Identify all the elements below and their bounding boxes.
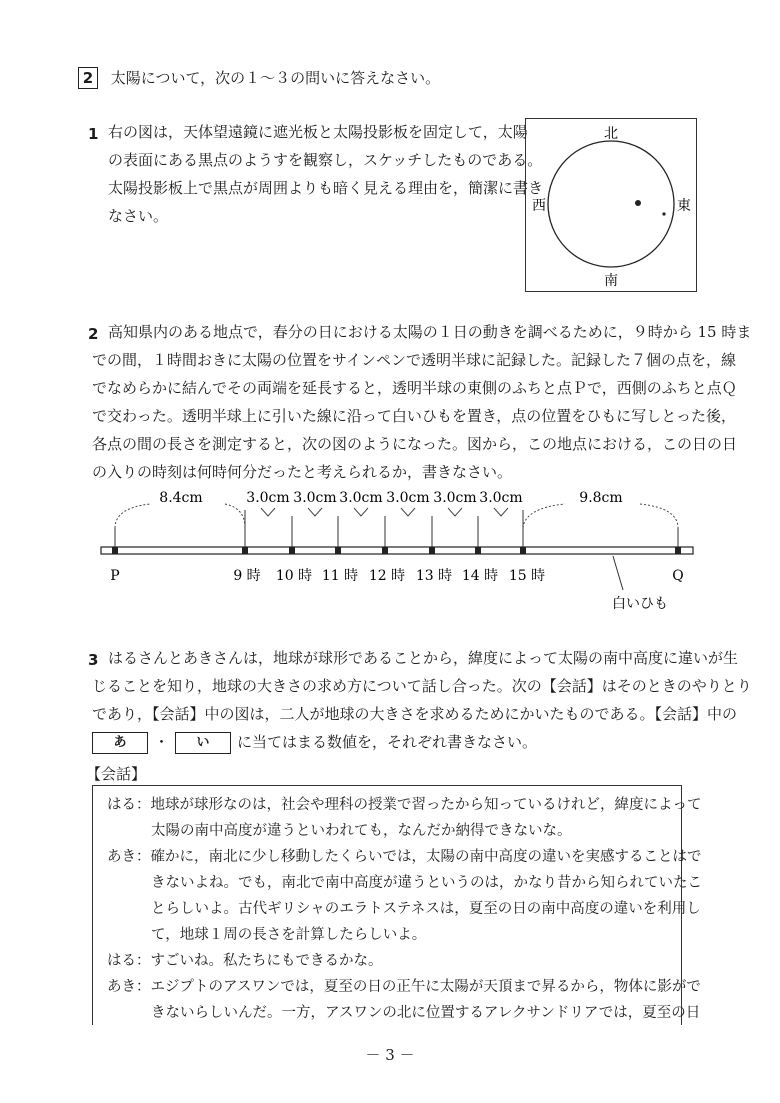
white-string: [101, 547, 693, 554]
conversation-line: はる：地球が球形なのは，社会や理科の授業で習ったから知っているけれど，緯度によって: [107, 797, 702, 813]
conversation-line: はる：すごいね。私たちにもできるかな。: [107, 953, 383, 969]
section-instruction: 太陽について，次の１～３の問いに答えなさい。: [110, 69, 441, 87]
time-label: 12 時: [368, 568, 406, 584]
q2-line: でなめらかに結んでその両端を延長すると，透明半球の東側のふちと点Ｐで，西側のふちと点Ｑ: [92, 379, 737, 397]
point-q-label: Q: [672, 568, 684, 584]
label-left-distance: 8.4cm: [159, 490, 203, 506]
sunspot-figure: [525, 118, 697, 292]
q3-text: [92, 644, 752, 756]
label-right-distance: 9.8cm: [579, 490, 623, 506]
conversation-line: あき：確かに，南北に少し移動したくらいでは，太陽の南中高度の違いを実感することはで: [107, 849, 702, 865]
q2-text: [92, 318, 752, 486]
gap-label: 3.0cm: [386, 490, 430, 506]
time-label: 14 時: [461, 568, 499, 584]
sunspot-small: [662, 212, 665, 215]
direction-west: 西: [532, 198, 546, 214]
q1-line: なさい。: [108, 207, 169, 225]
q3-last-line: に当てはまる数値を，それぞれ書きなさい。: [237, 733, 538, 751]
q2-line: の入りの時刻は何時何分だったと考えられるか，書きなさい。: [92, 463, 513, 481]
section-header: [78, 64, 440, 92]
q1-text: [108, 118, 543, 230]
q3-line: はるさんとあきさんは，地球が球形であることから，緯度によって太陽の南中高度に違いが生: [108, 649, 739, 667]
q3-line: じることを知り，地球の大きさの求め方について話し合った。次の【会話】はそのときのやりとり: [92, 677, 752, 695]
gap-label: 3.0cm: [246, 490, 290, 506]
conversation-line: きないよね。でも，南北で南中高度が違うというのは，かなり昔から知られていたこ: [151, 875, 702, 891]
q2-number: 2: [88, 325, 99, 343]
conversation-line: て，地球１周の長さを計算したらしいよ。: [151, 927, 427, 943]
q2-line: 高知県内のある地点で，春分の日における太陽の１日の動きを調べるために，９時から 15 時ま: [108, 323, 752, 341]
brace-right: [523, 504, 678, 528]
q1-line: 右の図は，天体望遠鏡に遮光板と太陽投影板を固定して，太陽: [108, 123, 528, 141]
gap-label: 3.0cm: [433, 490, 477, 506]
gap-label: 3.0cm: [293, 490, 337, 506]
brace-left: [115, 504, 245, 528]
string-figure: [95, 480, 705, 620]
q1-line: の表面にある黒点のようすを観察し，スケッチしたものである。: [108, 151, 543, 169]
direction-south: 南: [604, 273, 618, 289]
blank-separator: ・: [154, 733, 170, 751]
conversation-line: 太陽の南中高度が違うといわれても，なんだか納得できないな。: [151, 823, 572, 839]
conversation-line: とらしいよ。古代ギリシャのエラトステネスは，夏至の日の南中高度の違いを利用し: [151, 901, 701, 917]
string-label: 白いひも: [612, 596, 668, 612]
direction-east: 東: [677, 198, 691, 214]
q1-number: 1: [88, 125, 99, 143]
gap-label: 3.0cm: [339, 490, 383, 506]
q3-line: であり，【会話】中の図は，二人が地球の大きさを求めるためにかいたものである。【会話】中の: [92, 705, 738, 723]
gap-labels: [246, 490, 522, 506]
time-label: 15 時: [508, 568, 546, 584]
q2-line: で交わった。透明半球上に引いた線に沿って白いひもを置き，点の位置をひもに写しとった後，: [92, 407, 736, 425]
time-label: 13 時: [415, 568, 453, 584]
conversation-heading: 【会話】: [86, 765, 147, 783]
point-p-label: P: [110, 568, 120, 584]
conversation-line: あき：エジプトのアスワンでは，夏至の日の正午に太陽が天頂まで昇るから，物体に影がで: [107, 979, 701, 995]
time-label: 10 時: [275, 568, 313, 584]
conversation-line: きないらしいんだ。一方，アスワンの北に位置するアレクサンドリアでは，夏至の日: [151, 1005, 701, 1021]
sun-disk: [548, 141, 674, 267]
gap-label: 3.0cm: [479, 490, 523, 506]
time-label: 9 時: [233, 568, 261, 584]
q3-number: 3: [88, 651, 99, 669]
q1-line: 太陽投影板上で黒点が周囲よりも暗く見える理由を，簡潔に書き: [108, 179, 544, 197]
time-label: 11 時: [321, 568, 359, 584]
conversation-box: [92, 785, 702, 1025]
string-leader-line: [613, 556, 623, 590]
q2-line: での間，１時間おきに太陽の位置をサインペンで透明半球に記録した。記録した７個の点を，線: [92, 351, 736, 369]
q3-blank-line: [92, 728, 752, 756]
section-number: 2: [78, 67, 98, 89]
blank-a-box: あ: [92, 732, 148, 754]
sunspot-main: [635, 200, 641, 206]
direction-north: 北: [604, 126, 618, 142]
page-number: － 3 －: [365, 1046, 415, 1064]
blank-i-box: い: [175, 732, 231, 754]
q2-line: 各点の間の長さを測定すると，次の図のようになった。図から，この地点における，この日の日: [92, 435, 738, 453]
